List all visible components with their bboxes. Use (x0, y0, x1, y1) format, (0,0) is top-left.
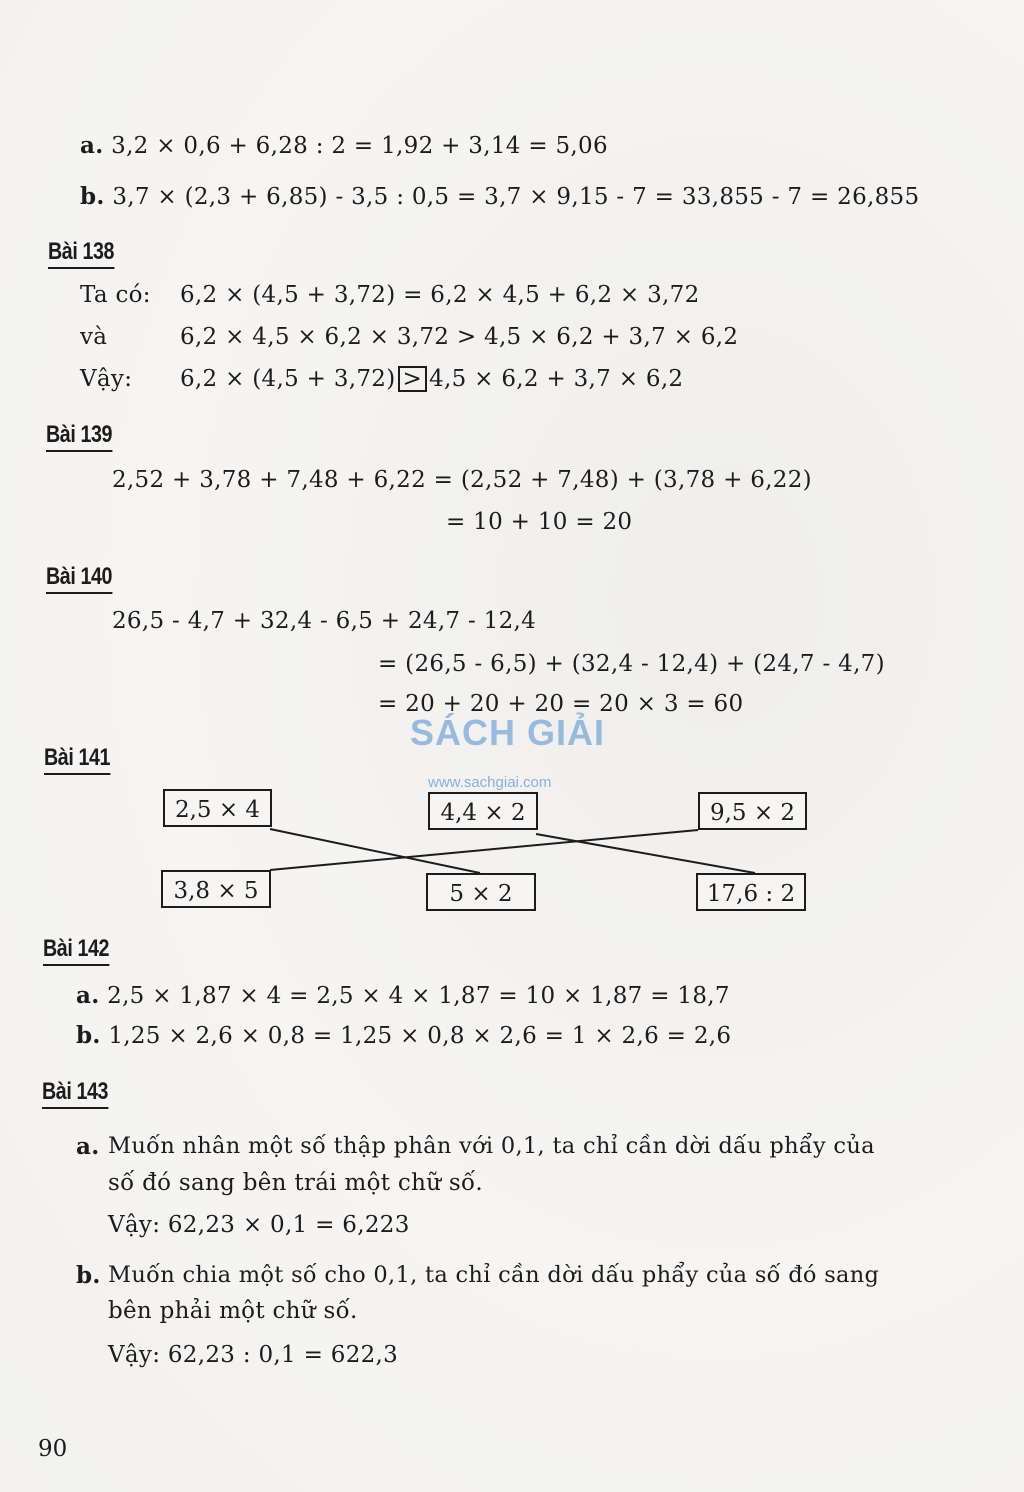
match-box-bottom-2: 5 × 2 (426, 873, 536, 911)
bai-139-heading: Bài 139 (46, 421, 112, 452)
prev-part-a-expression: 3,2 × 0,6 + 6,28 : 2 = 1,92 + 3,14 = 5,06 (111, 133, 608, 159)
prev-part-a: a. 3,2 × 0,6 + 6,28 : 2 = 1,92 + 3,14 = 5,06 (80, 132, 608, 159)
bai-138-row-3-label: Vậy: (80, 366, 133, 392)
bai-143-part-a-line-1: Muốn nhân một số thập phân với 0,1, ta chỉ cần dời dấu phẩy của (108, 1133, 875, 1159)
prev-part-b: b. 3,7 × (2,3 + 6,85) - 3,5 : 0,5 = 3,7 × 9,15 - 7 = 33,855 - 7 = 26,855 (80, 183, 920, 210)
bai-140-line-1: 26,5 - 4,7 + 32,4 - 6,5 + 24,7 - 12,4 (112, 608, 537, 634)
bai-140-line-2: = (26,5 - 6,5) + (32,4 - 12,4) + (24,7 - 4,7) (378, 651, 885, 677)
match-box-top-2: 4,4 × 2 (428, 792, 538, 830)
bai-138-heading: Bài 138 (48, 238, 114, 269)
bai-138-row-1: Ta có: (80, 282, 151, 308)
bai-143-part-b-line-2: bên phải một chữ số. (108, 1298, 358, 1324)
match-line-4-4x2-to-17-6d2 (536, 834, 755, 873)
bai-141-heading: Bài 141 (44, 744, 110, 775)
bai-139-line-2: = 10 + 10 = 20 (446, 509, 633, 535)
bai-143-part-a-label: a. (76, 1133, 100, 1160)
bai-138-row-2-label: và (80, 324, 108, 350)
bai-142-heading: Bài 142 (43, 935, 109, 966)
bai-140-heading: Bài 140 (46, 563, 112, 594)
bai-139-line-1: 2,52 + 3,78 + 7,48 + 6,22 = (2,52 + 7,48) + (3,78 + 6,22) (112, 467, 812, 493)
bai-138-row-1-expression: 6,2 × (4,5 + 3,72) = 6,2 × 4,5 + 6,2 × 3,72 (180, 282, 700, 308)
bai-140-line-3: = 20 + 20 + 20 = 20 × 3 = 60 (378, 691, 744, 717)
bai-143-part-a-result: Vậy: 62,23 × 0,1 = 6,223 (108, 1212, 410, 1238)
match-box-top-3: 9,5 × 2 (698, 792, 807, 830)
bai-138-row-2-expression: 6,2 × 4,5 × 6,2 × 3,72 > 4,5 × 6,2 + 3,7 × 6,2 (180, 324, 739, 350)
bai-142-part-b: b. 1,25 × 2,6 × 0,8 = 1,25 × 0,8 × 2,6 = 1 × 2,6 = 2,6 (76, 1022, 732, 1049)
match-box-bottom-3: 17,6 : 2 (696, 873, 806, 911)
bai-138-row-3-expression: 6,2 × (4,5 + 3,72) > 4,5 × 6,2 + 3,7 × 6,2 (180, 366, 684, 392)
watermark-logo: SÁCH GIẢI (410, 712, 606, 753)
match-box-bottom-1: 3,8 × 5 (161, 870, 271, 908)
prev-part-b-expression: 3,7 × (2,3 + 6,85) - 3,5 : 0,5 = 3,7 × 9,15 - 7 = 33,855 - 7 = 26,855 (112, 184, 920, 210)
bai-143-part-b-result: Vậy: 62,23 : 0,1 = 622,3 (108, 1342, 399, 1368)
bai-143-heading: Bài 143 (42, 1078, 108, 1109)
bai-143-part-b-line-1: Muốn chia một số cho 0,1, ta chỉ cần dời dấu phẩy của số đó sang (108, 1262, 880, 1288)
bai-142-part-a: a. 2,5 × 1,87 × 4 = 2,5 × 4 × 1,87 = 10 × 1,87 = 18,7 (76, 982, 730, 1009)
bai-143-part-a-line-2: số đó sang bên trái một chữ số. (108, 1170, 484, 1196)
match-box-top-1: 2,5 × 4 (163, 789, 272, 827)
comparison-sign-box: > (398, 366, 428, 392)
page-number: 90 (38, 1436, 68, 1462)
match-line-3-8x5-to-9-5x2 (270, 830, 698, 870)
watermark-url: www.sachgiai.com (428, 774, 552, 791)
bai-143-part-b-label: b. (76, 1262, 101, 1289)
